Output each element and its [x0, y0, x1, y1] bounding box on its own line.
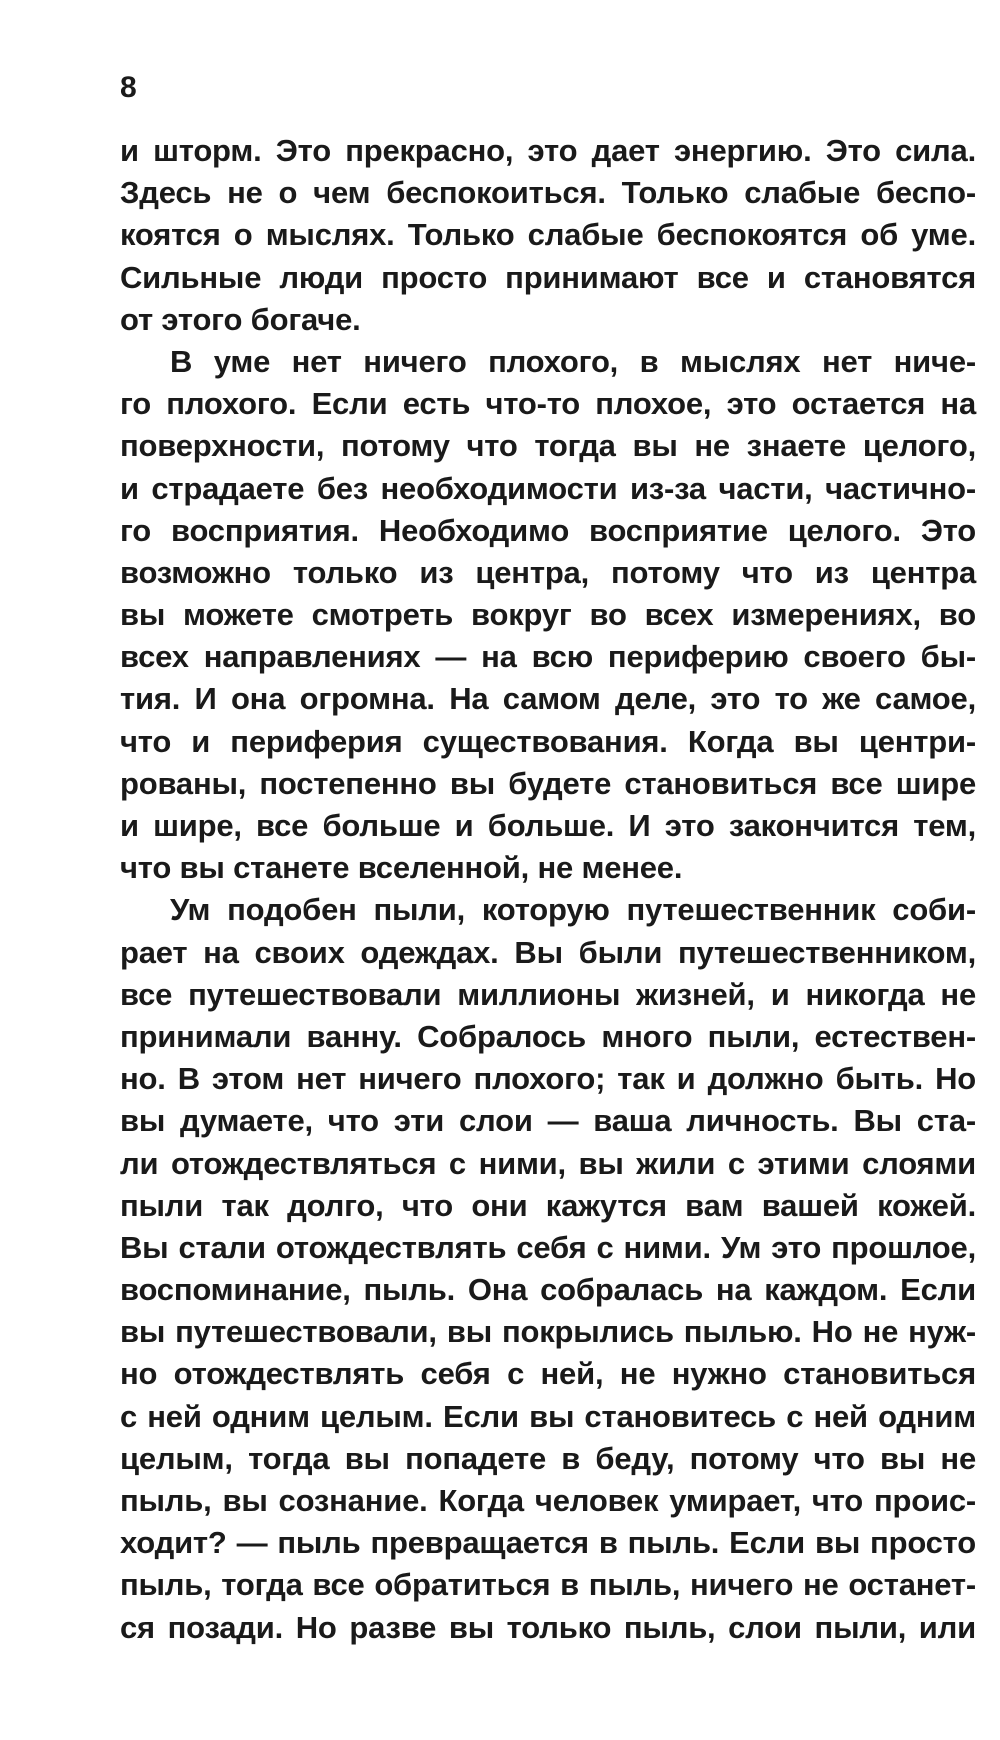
text-line: ходит? — пыль превращается в пыль. Если вы просто — [120, 1525, 976, 1561]
text-line: Ум подобен пыли, которую путешественник соби- — [170, 892, 976, 928]
text-line: от этого богаче. — [120, 301, 361, 337]
text-line: воспоминание, пыль. Она собралась на каждом. Если — [120, 1272, 976, 1308]
text-line: коятся о мыслях. Только слабые беспокоятся об уме. — [120, 217, 976, 253]
text-line: что вы станете вселенной, не менее. — [120, 850, 683, 886]
text-line: возможно только из центра, потому что из центра — [120, 554, 976, 590]
text-line: Сильные люди просто принимают все и становятся — [120, 259, 976, 295]
text-line: ли отождествляться с ними, вы жили с этими слоями — [120, 1145, 976, 1181]
text-line: с ней одним целым. Если вы становитесь с ней одним — [120, 1398, 976, 1434]
text-line: рает на своих одеждах. Вы были путешественником, — [120, 934, 976, 970]
text-line: пыль, тогда все обратиться в пыль, ничего не останет- — [120, 1567, 976, 1603]
text-line: пыли так долго, что они кажутся вам вашей кожей. — [120, 1187, 976, 1223]
text-line: го плохого. Если есть что-то плохое, это остается на — [120, 386, 976, 422]
text-line: что и периферия существования. Когда вы центри- — [120, 723, 976, 759]
text-line: рованы, постепенно вы будете становиться все шире — [120, 765, 976, 801]
text-line: Здесь не о чем беспокоиться. Только слабые беспо- — [120, 175, 976, 211]
text-line: но. В этом нет ничего плохого; так и должно быть. Но — [120, 1061, 976, 1097]
body-text — [120, 130, 976, 1649]
text-line: целым, тогда вы попадете в беду, потому что вы не — [120, 1440, 976, 1476]
text-line: вы путешествовали, вы покрылись пылью. Но не нуж- — [120, 1314, 976, 1350]
text-line: вы можете смотреть вокруг во всех измерениях, во — [120, 597, 976, 633]
text-line: тия. И она огромна. На самом деле, это то же самое, — [120, 681, 976, 717]
text-line: го восприятия. Необходимо восприятие целого. Это — [120, 512, 976, 548]
text-line: все путешествовали миллионы жизней, и никогда не — [120, 976, 976, 1012]
text-line: всех направлениях — на всю периферию своего бы- — [120, 639, 976, 675]
text-line: вы думаете, что эти слои — ваша личность. Вы ста- — [120, 1103, 976, 1139]
page-number: 8 — [120, 71, 137, 104]
text-line: В уме нет ничего плохого, в мыслях нет ниче- — [170, 343, 976, 379]
text-line: поверхности, потому что тогда вы не знаете целого, — [120, 428, 976, 464]
text-line: принимали ванну. Собралось много пыли, естествен- — [120, 1018, 976, 1054]
text-line: и шире, все больше и больше. И это закончится тем, — [120, 808, 976, 843]
text-line: и шторм. Это прекрасно, это дает энергию. Это сила. — [120, 133, 976, 168]
text-line: пыль, вы сознание. Когда человек умирает, что проис- — [120, 1483, 976, 1518]
text-line: Вы стали отождествлять себя с ними. Ум это прошлое, — [120, 1229, 976, 1265]
text-line: но отождествлять себя с ней, не нужно становиться — [120, 1356, 976, 1392]
text-line: и страдаете без необходимости из-за части, частично- — [120, 470, 976, 506]
text-line: ся позади. Но разве вы только пыль, слои пыли, или — [120, 1609, 976, 1645]
